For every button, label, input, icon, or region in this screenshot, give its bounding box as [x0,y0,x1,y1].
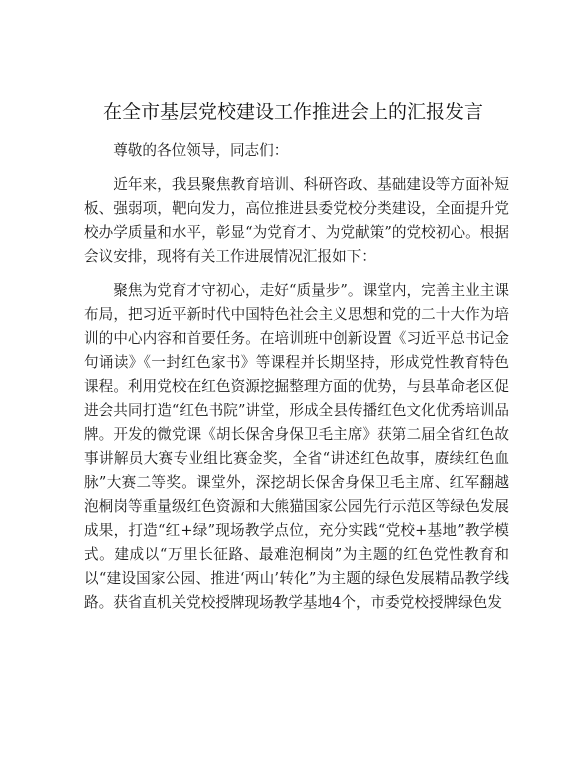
paragraph-talent-training: 聚焦为党育才守初心，走好“质量步”。课堂内，完善主业主课布局，把习近平新时代中国特色社会主义思想和党的二十大作为培训的中心内容和首要任务。在培训班中创新设置《习近平总书记金句诵读》《一封红色家书》等课程并长期坚持，形成党性教育特色课程。利用党校在红色资源挖掘整理方面的优势，与县革命老区促进会共同打造“红色书院”讲堂，形成全县传播红色文化优秀培训品牌。开发的微党课《胡长保舍身保卫毛主席》获第二届全省红色故事讲解员大赛专业组比赛金奖，全省“讲述红色故事，赓续红色血脉”大赛二等奖。课堂外，深挖胡长保舍身保卫毛主席、红军翻越泡桐岗等重量级红色资源和大熊猫国家公园先行示范区等绿色发展成果，打造“红+绿”现场教学点位，充分实践“党校+基地”教学模式。建成以“万里长征路、最难泡桐岗”为主题的红色党性教育和以“建设国家公园、推进‘两山’转化”为主题的绿色发展精品教学线路。获省直机关党校授牌现场教学基地4个，市委党校授牌绿色发 [84,282,509,611]
salutation: 尊敬的各位领导，同志们： [113,142,289,159]
paragraph-intro: 近年来，我县聚焦教育培训、科研咨政、基础建设等方面补短板、强弱项，靶向发力，高位推进县委党校分类建设，全面提升党校办学质量和水平，彰显“为党育才、为党献策”的党校初心。根据会议安排，现将有关工作进展情况汇报如下： [84,176,509,265]
document-title: 在全市基层党校建设工作推进会上的汇报发言 [102,101,483,123]
document-body [84,139,509,615]
